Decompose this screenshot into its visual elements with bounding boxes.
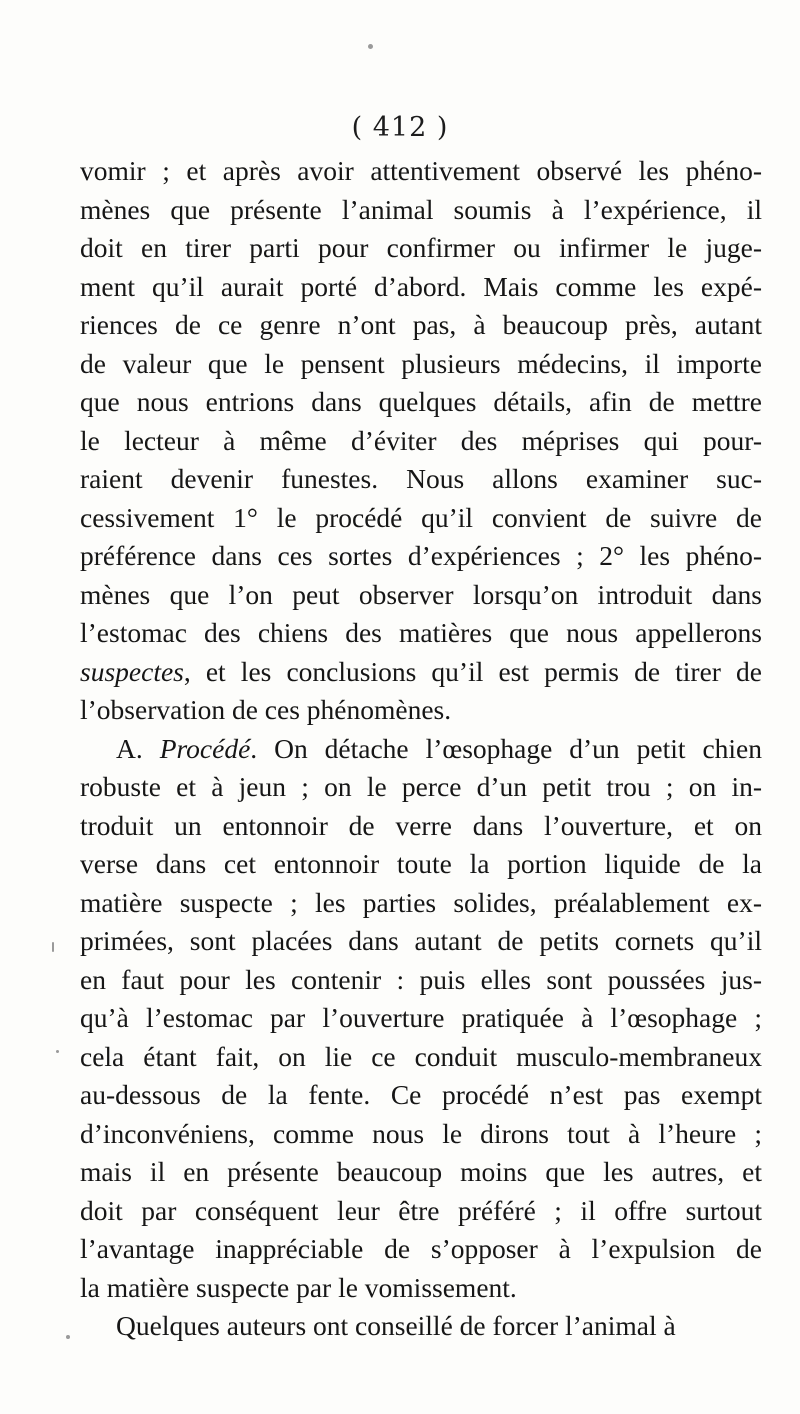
text-line: le lecteur à même d’éviter des méprises qui pour- xyxy=(80,424,762,456)
text-line: que nous entrions dans quelques détails, afin de mettre xyxy=(80,386,762,417)
text-line: en faut pour les contenir : puis elles sont poussées jus- xyxy=(80,963,762,995)
text-line: mènes que présente l’animal soumis à l’expérience, il xyxy=(80,193,762,225)
page-number: ( 412 ) xyxy=(351,112,449,143)
text-line: vomir ; et après avoir attentivement observé les phéno- xyxy=(80,155,762,186)
text-line: ment qu’il aurait porté d’abord. Mais comme les expé- xyxy=(80,270,762,302)
line-rest: . On détache l’œsophage d’un petit chien xyxy=(250,732,762,764)
line-rest: , et les conclusions qu’il est permis de tirer de xyxy=(183,655,762,687)
paper-speck xyxy=(368,44,373,49)
text-line: Quelques auteurs ont conseillé de forcer l’animal à xyxy=(116,1310,676,1341)
text-line: cela étant fait, on lie ce conduit musculo-membraneux xyxy=(80,1040,762,1072)
paper-speck xyxy=(52,942,54,952)
section-letter: A. xyxy=(116,732,160,764)
text-line: préférence dans ces sortes d’expériences ; 2° les phéno- xyxy=(80,540,762,571)
text-line: primées, sont placées dans autant de petits cornets qu’il xyxy=(80,925,762,956)
italic-term: suspectes xyxy=(80,655,184,687)
text-line: raient devenir funestes. Nous allons examiner suc- xyxy=(80,463,762,494)
body-text xyxy=(80,152,762,1346)
text-line: cessivement 1° le procédé qu’il convient de suivre de xyxy=(80,501,762,533)
text-line xyxy=(80,653,762,692)
text-line: qu’à l’estomac par l’ouverture pratiquée à l’œsophage ; xyxy=(80,1002,762,1033)
text-line: la matière suspecte par le vomissement. xyxy=(80,1271,517,1303)
text-line: verse dans cet entonnoir toute la portion liquide de la xyxy=(80,848,762,879)
text-line: l’avantage inappréciable de s’opposer à l’expulsion de xyxy=(80,1233,762,1264)
paper-speck xyxy=(66,1335,70,1339)
paper-speck xyxy=(56,1050,59,1053)
text-line: robuste et à jeun ; on le perce d’un petit trou ; on in- xyxy=(80,771,762,802)
text-line: mènes que l’on peut observer lorsqu’on introduit dans xyxy=(80,578,762,610)
text-line: doit en tirer parti pour confirmer ou infirmer le juge- xyxy=(80,232,762,263)
text-line: doit par conséquent leur être préféré ; il offre surtout xyxy=(80,1194,762,1226)
text-line: mais il en présente beaucoup moins que les autres, et xyxy=(80,1156,762,1187)
text-line: de valeur que le pensent plusieurs médecins, il importe xyxy=(80,347,762,379)
text-line: matière suspecte ; les parties solides, préalablement ex- xyxy=(80,886,762,918)
text-line: l’observation de ces phénomènes. xyxy=(80,694,452,725)
text-line: riences de ce genre n’ont pas, à beaucoup près, autant xyxy=(80,309,762,340)
section-title: Procédé xyxy=(159,732,251,764)
text-line: au-dessous de la fente. Ce procédé n’est pas exempt xyxy=(80,1079,762,1110)
text-line: d’inconvéniens, comme nous le dirons tout à l’heure ; xyxy=(80,1117,762,1149)
text-line: l’estomac des chiens des matières que nous appellerons xyxy=(80,617,762,648)
text-line: troduit un entonnoir de verre dans l’ouverture, et on xyxy=(80,809,762,841)
section-heading-line xyxy=(80,730,762,769)
